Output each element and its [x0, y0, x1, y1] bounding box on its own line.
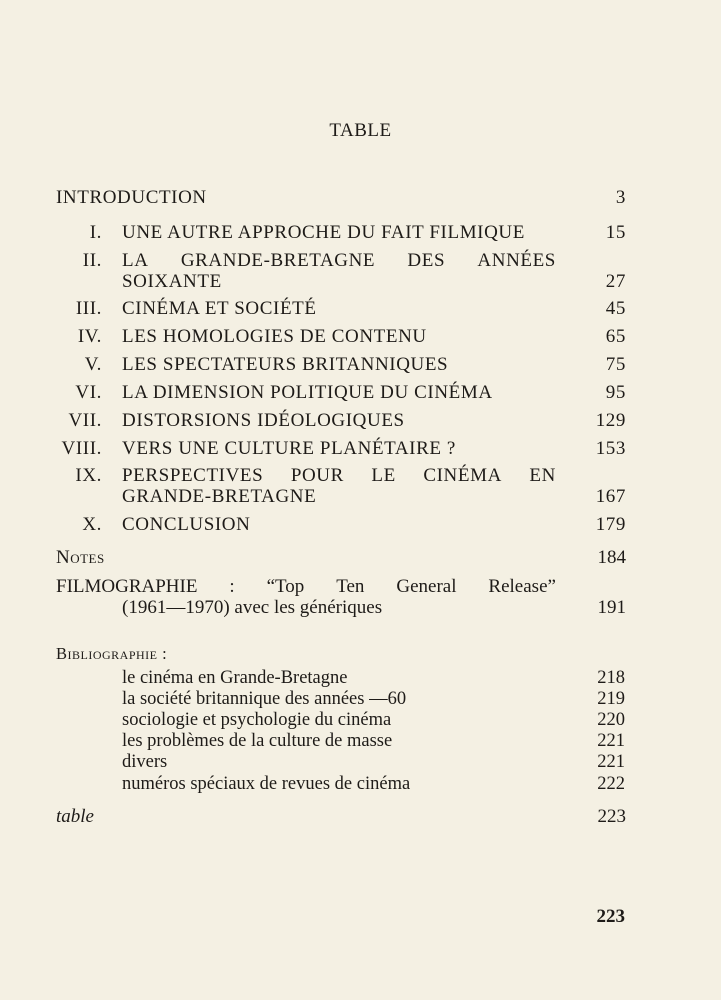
title-word: CINÉMA [423, 465, 502, 486]
toc-entry-chapter-2 [56, 250, 626, 294]
toc-entry-bibliographie [56, 643, 626, 664]
title-word: Release” [488, 576, 556, 597]
entry-page: 223 [597, 806, 626, 827]
title-word: LA [122, 250, 149, 271]
entry-page: 95 [605, 382, 626, 403]
chapter-number: VI. [75, 382, 102, 403]
toc-entry-notes [56, 547, 626, 568]
biblio-item: les problèmes de la culture de masse [122, 731, 393, 751]
entry-page: 15 [605, 222, 626, 243]
chapter-number: III. [75, 298, 102, 319]
biblio-page: 221 [597, 752, 625, 772]
entry-page: 184 [597, 547, 626, 568]
chapter-number: IV. [77, 326, 102, 347]
title-word: Ten [336, 576, 365, 597]
toc-entry-filmographie [56, 576, 626, 620]
toc-entry-table [56, 806, 626, 827]
chapter-title: LA DIMENSION POLITIQUE DU CINÉMA [122, 382, 493, 403]
chapter-title: CINÉMA ET SOCIÉTÉ [122, 298, 317, 319]
chapter-title: VERS UNE CULTURE PLANÉTAIRE ? [122, 438, 456, 459]
toc-entry-chapter-9 [56, 465, 626, 509]
chapter-title-line-2: SOIXANTE [122, 271, 222, 292]
entry-title: Notes [56, 547, 105, 568]
entry-title: table [56, 806, 94, 827]
entry-page: 65 [605, 326, 626, 347]
biblio-item: le cinéma en Grande-Bretagne [122, 668, 348, 688]
title-word: GRANDE-BRETAGNE [180, 250, 376, 271]
biblio-item: sociologie et psychologie du cinéma [122, 710, 392, 730]
title-word: : [229, 576, 235, 597]
entry-page: 3 [615, 187, 626, 208]
biblio-item: la société britannique des années —60 [122, 689, 407, 709]
entry-page: 153 [595, 438, 626, 459]
title-word: “Top [266, 576, 305, 597]
filmographie-line-1 [56, 576, 556, 597]
chapter-number: VII. [68, 410, 102, 431]
title-word: ANNÉES [477, 250, 556, 271]
biblio-item: divers [122, 752, 168, 772]
entry-page: 75 [605, 354, 626, 375]
biblio-page: 220 [597, 710, 625, 730]
biblio-page: 221 [597, 731, 625, 751]
biblio-page: 218 [597, 668, 625, 688]
biblio-page: 222 [597, 774, 625, 794]
biblio-page: 219 [597, 689, 625, 709]
entry-page: 167 [595, 486, 626, 507]
chapter-title-line-1 [122, 465, 556, 486]
title-word: LE [371, 465, 396, 486]
title-word: FILMOGRAPHIE [56, 576, 198, 597]
entry-page: 179 [595, 514, 626, 535]
title-word: General [396, 576, 457, 597]
chapter-number: X. [82, 514, 102, 535]
chapter-title-line-2: GRANDE-BRETAGNE [122, 486, 317, 507]
chapter-title: CONCLUSION [122, 514, 251, 535]
chapter-number: VIII. [61, 438, 102, 459]
page-title: TABLE [329, 120, 392, 141]
biblio-item: numéros spéciaux de revues de cinéma [122, 774, 411, 794]
chapter-number: V. [84, 354, 102, 375]
chapter-title-line-1 [122, 250, 556, 271]
chapter-number: I. [89, 222, 102, 243]
entry-page: 191 [597, 597, 626, 618]
entry-title: INTRODUCTION [56, 187, 207, 208]
filmographie-line-2: (1961—1970) avec les génériques [122, 597, 383, 618]
toc-entry-introduction [56, 187, 626, 208]
title-word: DES [407, 250, 446, 271]
chapter-title: LES SPECTATEURS BRITANNIQUES [122, 354, 449, 375]
entry-page: 27 [605, 271, 626, 292]
chapter-number: II. [82, 250, 102, 271]
entry-page: 45 [605, 298, 626, 319]
title-word: POUR [290, 465, 344, 486]
page-number: 223 [596, 906, 625, 927]
chapter-number: IX. [75, 465, 102, 486]
chapter-title: DISTORSIONS IDÉOLOGIQUES [122, 410, 405, 431]
entry-title: Bibliographie : [56, 644, 168, 663]
title-word: EN [529, 465, 556, 486]
chapter-title: UNE AUTRE APPROCHE DU FAIT FILMIQUE [122, 222, 525, 243]
title-word: PERSPECTIVES [122, 465, 264, 486]
entry-page: 129 [595, 410, 626, 431]
chapter-title: LES HOMOLOGIES DE CONTENU [122, 326, 427, 347]
